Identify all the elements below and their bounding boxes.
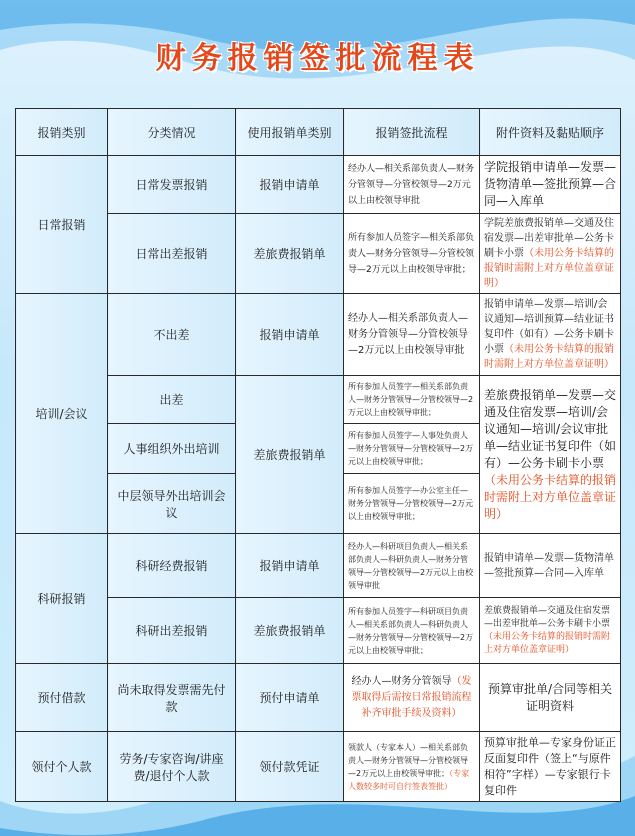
- approval-flow-text: 经办人—财务分管领导: [351, 675, 452, 687]
- attachments-cell: [480, 376, 621, 534]
- form-type-cell: 报销申请单: [236, 534, 344, 598]
- subcategory-cell: 出差: [108, 376, 236, 424]
- category-cell: 科研报销: [16, 534, 108, 664]
- attachments-note: （未用公务卡结算的报销时需附上对方单位盖章证明）: [484, 344, 614, 370]
- subcategory-cell: 科研出差报销: [108, 598, 236, 664]
- form-type-cell: 领付款凭证: [236, 732, 344, 802]
- approval-flow-cell: 所有参加人员签字—办公室主任—财务分管领导—分管校领导—2万元以上由校领导审批；: [344, 474, 480, 534]
- subcategory-cell: 日常出差报销: [108, 214, 236, 294]
- attachments-note: （未用公务卡结算的报销时需附上对方单位盖章证明）: [484, 472, 617, 521]
- approval-flow-cell: 经办人—科研项目负责人—相关系部负责人—科研负责人—财务分管领导—分管校领导—2万元以上由校领导审批: [344, 534, 480, 598]
- subcategory-cell: 科研经费报销: [108, 534, 236, 598]
- subcategory-cell: 中层领导外出培训会议: [108, 474, 236, 534]
- header-approval-flow: 报销签批流程: [344, 109, 480, 156]
- header-category: 报销类别: [16, 109, 108, 156]
- attachments-cell: 报销申请单—发票—货物清单—签批预算—合同—入库单: [480, 534, 621, 598]
- attachments-cell: [480, 598, 621, 664]
- table-row: [16, 294, 621, 376]
- form-type-cell: 预付申请单: [236, 664, 344, 732]
- category-cell: 培训/会议: [16, 294, 108, 534]
- attachments-text: 学院差旅费报销单—交通及住宿发票—出差审批单—公务卡刷卡小票: [484, 218, 614, 259]
- table-row: [16, 156, 621, 214]
- approval-flow-cell: 经办人—相关系部负责人—财务分管领导—分管校领导—2万元以上由校领导审批: [344, 294, 480, 376]
- attachments-text: 差旅费报销单—发票—交通及住宿发票—培训/会议通知—培训/会议审批单—结业证书复印件（如有）—公务卡刷卡小票: [484, 387, 617, 470]
- attachments-note: （未用公务卡结算的报销时需附上对方单位盖章证明）: [484, 248, 614, 289]
- approval-flow-cell: 所有参加人员签字—科研项目负责人—相关系部负责人—科研负责人—财务分管领导—分管校领导—2万元以上由校领导审批；: [344, 598, 480, 664]
- subcategory-cell: 尚未取得发票需先付款: [108, 664, 236, 732]
- category-cell: 预付借款: [16, 664, 108, 732]
- page-title: 财务报销签批流程表: [155, 41, 480, 76]
- form-type-cell: 报销申请单: [236, 156, 344, 214]
- approval-flow-table: [15, 108, 621, 802]
- form-type-cell: 差旅费报销单: [236, 376, 344, 534]
- approval-flow-cell: 经办人—相关系部负责人—财务分管领导—分管校领导—2万元以上由校领导审批: [344, 156, 480, 214]
- approval-flow-note: （发票取得后需按日常报销流程补齐审批手续及资料）: [351, 675, 472, 719]
- approval-flow-text: 领款人（专家本人）—相关系部负责人—财务分管领导—分管校领导—2万元以上由校领导审批；: [348, 742, 468, 778]
- approval-flow-cell: 所有参加人员签字—人事处负责人—财务分管领导—分管校领导—2万元以上由校领导审批；: [344, 424, 480, 474]
- subcategory-cell: 日常发票报销: [108, 156, 236, 214]
- form-type-cell: 差旅费报销单: [236, 214, 344, 294]
- form-type-cell: 报销申请单: [236, 294, 344, 376]
- table-row: [16, 664, 621, 732]
- attachments-cell: 预算审批单/合同等相关证明资料: [480, 664, 621, 732]
- table-row: [16, 534, 621, 598]
- attachments-cell: 预算审批单—专家身份证正反面复印件（签上“与原件相符”字样）—专家银行卡复印件: [480, 732, 621, 802]
- header-attachments: 附件资料及黏贴顺序: [480, 109, 621, 156]
- header-subcategory: 分类情况: [108, 109, 236, 156]
- subcategory-cell: 人事组织外出培训: [108, 424, 236, 474]
- subcategory-cell: 不出差: [108, 294, 236, 376]
- subcategory-cell: 劳务/专家咨询/讲座费/退付个人款: [108, 732, 236, 802]
- attachments-cell: [480, 214, 621, 294]
- attachments-cell: 学院报销申请单—发票—货物清单—签批预算—合同—入库单: [480, 156, 621, 214]
- table-header-row: [16, 109, 621, 156]
- approval-flow-cell: 所有参加人员签字—相关系部负责人—财务分管领导—分管校领导—2万元以上由校领导审批；: [344, 376, 480, 424]
- table-row: [16, 732, 621, 802]
- category-cell: 领付个人款: [16, 732, 108, 802]
- attachments-text: 报销申请单—发票—培训/会议通知—培训预算—结业证书复印件（如有）—公务卡刷卡小票: [484, 299, 614, 355]
- attachments-note: （未用公务卡结算的报销时需附上对方单位盖章证明）: [484, 631, 611, 655]
- approval-flow-note: （专家人数较多时可自行签表签批）: [348, 768, 470, 791]
- header-form-type: 使用报销单类别: [236, 109, 344, 156]
- attachments-text: 差旅费报销单—交通及住宿发票—出差审批单—公务卡刷卡小票: [484, 605, 611, 629]
- approval-flow-cell: [344, 664, 480, 732]
- approval-flow-cell: 所有参加人员签字—相关系部负责人—财务分管领导—分管校领导—2万元以上由校领导审批；: [344, 214, 480, 294]
- approval-flow-cell: [344, 732, 480, 802]
- form-type-cell: 差旅费报销单: [236, 598, 344, 664]
- attachments-cell: [480, 294, 621, 376]
- category-cell: 日常报销: [16, 156, 108, 294]
